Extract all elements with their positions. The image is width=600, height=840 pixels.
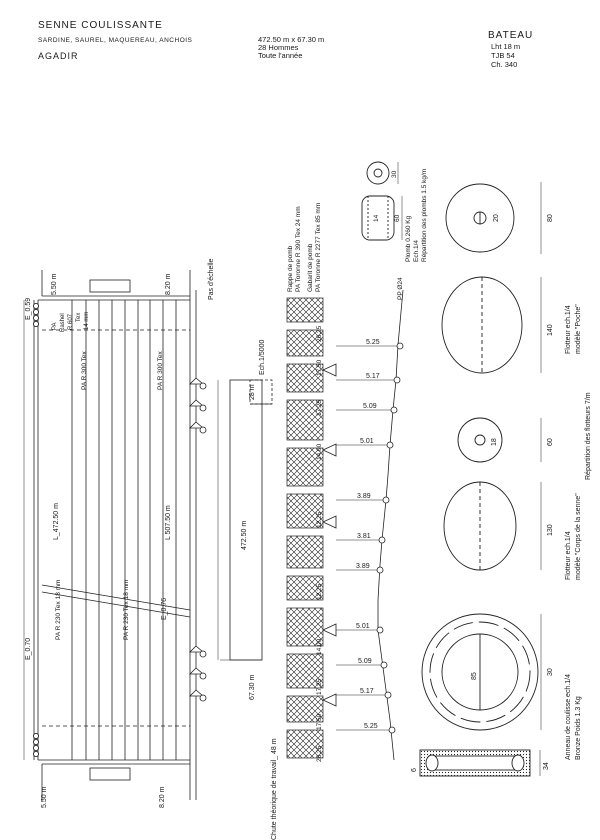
float-oval2-dim: 130 bbox=[547, 524, 554, 536]
crew: 28 Hommes bbox=[258, 43, 299, 52]
measure-4: 5.01 bbox=[360, 438, 374, 445]
float1-sub: modèle "Poche" bbox=[575, 304, 582, 354]
float1-label: Flotteur ech.1/4 bbox=[565, 305, 572, 354]
float-line bbox=[377, 290, 403, 760]
measure-3: 5.09 bbox=[363, 403, 377, 410]
measure-2: 5.17 bbox=[366, 373, 380, 380]
measure-11: 5.25 bbox=[364, 723, 378, 730]
selvage-rashel: Rashel bbox=[60, 313, 66, 332]
season: Toute l'année bbox=[258, 51, 303, 60]
float-distribution: Répartition des flotteurs 7/m bbox=[585, 392, 592, 480]
rope2-b: PA Toronne R 2277 Tex 85 mm bbox=[315, 202, 322, 292]
float-small-dim1: 60 bbox=[547, 438, 554, 446]
float-drawings bbox=[420, 182, 541, 776]
sinker-dim3: 14 bbox=[373, 214, 380, 222]
ring-label: Anneau de coulisse ech.1/4 bbox=[565, 673, 572, 760]
float-top-dim2: 20 bbox=[493, 214, 500, 222]
section-5: 12.25 bbox=[316, 511, 323, 528]
mesh-sinkers bbox=[323, 364, 336, 706]
section-2: 17.50 bbox=[316, 359, 323, 376]
rope1-b: PA Toronne R 390 Tex 24 mm bbox=[295, 206, 302, 292]
selvage-tex: Tex bbox=[76, 312, 82, 322]
port: AGADIR bbox=[38, 51, 79, 61]
float2-label: Flotteur ech.1/4 bbox=[565, 531, 572, 580]
lead-weight: Plomb 0.260 Kg bbox=[405, 215, 412, 262]
upper-twine-left: PA R 300 Tex bbox=[81, 351, 88, 390]
boat-title: BATEAU bbox=[488, 30, 534, 41]
bottom-length-left: 5.50 m bbox=[41, 786, 48, 808]
lead-distribution: Répartition des plombs 1.5 kg/m bbox=[421, 168, 428, 262]
section-10: 26.25 bbox=[316, 745, 323, 762]
sinker-drops bbox=[190, 290, 206, 800]
measure-5: 3.89 bbox=[357, 493, 371, 500]
ring-outer-dim: 30 bbox=[547, 668, 554, 676]
sinker-dim1: 30 bbox=[391, 170, 398, 178]
selvage-mesh: 14 mm bbox=[84, 311, 90, 330]
section-4: 14.00 bbox=[316, 443, 323, 460]
upper-twine-right: PA R 300 Tex bbox=[157, 351, 164, 390]
ring-sub: Bronze Poids 1.3 Kg bbox=[575, 696, 582, 760]
pipe-dim2: 34 bbox=[543, 762, 550, 770]
pipe-dim1: 6 bbox=[411, 768, 418, 772]
sinker-dim2: 60 bbox=[394, 214, 401, 222]
measure-10: 5.17 bbox=[360, 688, 374, 695]
sinker-scale: Ech.1/4 bbox=[413, 239, 420, 262]
measure-7: 3.89 bbox=[356, 563, 370, 570]
rope1-a: Rappe de pomb bbox=[287, 245, 294, 292]
scale-label: Ech.1/5000 bbox=[259, 339, 266, 375]
measure-1: 5.25 bbox=[366, 339, 380, 346]
float-oval1-dim: 140 bbox=[547, 324, 554, 336]
section-1: 26.25 bbox=[316, 325, 323, 342]
selvage-pa: PA bbox=[52, 322, 58, 330]
length-right: L 507.50 m bbox=[165, 505, 172, 540]
section-7: 14.00 bbox=[316, 638, 323, 655]
float-line-label: PP Ø24 bbox=[397, 277, 404, 300]
section-9: 17.50 bbox=[316, 713, 323, 730]
e-top-label: E_0.59 bbox=[25, 297, 32, 320]
section-6: 12.25 bbox=[316, 583, 323, 600]
e-mid-label: E_0.70 bbox=[25, 637, 32, 660]
float-small-dim2: 18 bbox=[491, 438, 498, 446]
bottom-length-right: 8.20 m bbox=[159, 786, 166, 808]
box-length: 472.50 m bbox=[241, 520, 248, 550]
mesh-left: PA R 230 Tex 18 mm bbox=[55, 579, 62, 640]
float2-sub: modèle "Corps de la senne" bbox=[575, 493, 582, 580]
rope2-a: Gabarit de pomb bbox=[307, 243, 314, 292]
boat-tonnage: TJB 54 bbox=[491, 51, 515, 60]
float-top-dim1: 80 bbox=[547, 214, 554, 222]
species-list: SARDINE, SAUREL, MAQUEREAU, ANCHOIS bbox=[38, 37, 193, 44]
ring-dim: 85 bbox=[471, 672, 478, 680]
section-8: 17.25 bbox=[316, 678, 323, 695]
scale-box bbox=[218, 380, 272, 660]
top-length-left: 5.50 m bbox=[51, 273, 58, 295]
measure-9: 5.09 bbox=[358, 658, 372, 665]
depth-label: 28 m bbox=[249, 384, 256, 400]
chute-label: Chute théorique de travail_ 48 m bbox=[271, 738, 278, 840]
net-dimensions: 472.50 m x 67.30 m bbox=[258, 35, 325, 44]
e-right-label: E_0.76 bbox=[161, 597, 168, 620]
length-left: L_472.50 m bbox=[53, 503, 60, 540]
title: SENNE COULISSANTE bbox=[38, 20, 163, 31]
mesh-right: PA R 230 Tex 18 mm bbox=[123, 579, 130, 640]
selvage-r: R 607 bbox=[68, 313, 74, 330]
ladder-label: Pas d'échelle bbox=[208, 258, 215, 300]
measure-6: 3.81 bbox=[357, 533, 371, 540]
box-height: 67.30 m bbox=[249, 674, 256, 700]
boat-power: Ch. 340 bbox=[491, 60, 518, 69]
boat-length: Lht 18 m bbox=[491, 42, 521, 51]
section-3: 17.25 bbox=[316, 399, 323, 416]
measure-8: 5.01 bbox=[356, 623, 370, 630]
top-length-right: 8.20 m bbox=[165, 273, 172, 295]
